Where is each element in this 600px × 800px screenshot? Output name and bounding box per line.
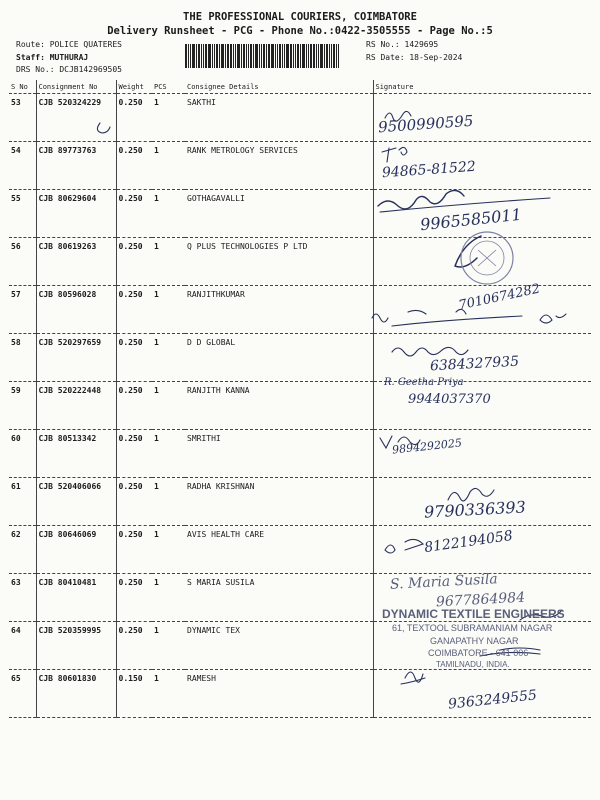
row-weight: 0.250 xyxy=(116,574,152,622)
row-consignee: DYNAMIC TEX xyxy=(185,622,373,670)
row-pcs: 1 xyxy=(152,334,185,382)
barcode-bar xyxy=(297,44,299,68)
row-sno: 56 xyxy=(9,238,36,286)
barcode-bar xyxy=(192,44,195,68)
row-consignment-no: CJB 80513342 xyxy=(36,430,116,478)
barcode-bar xyxy=(300,44,301,68)
handwritten-54: 94865-81522 xyxy=(381,158,477,182)
barcode-bar xyxy=(329,44,330,68)
row-consignment-no: CJB 80619263 xyxy=(36,238,116,286)
row-pcs: 1 xyxy=(152,286,185,334)
barcode-bar xyxy=(284,44,285,68)
rs-date: RS Date: 18-Sep-2024 xyxy=(366,53,463,62)
table-header-row xyxy=(9,80,591,94)
row-weight: 0.250 xyxy=(116,478,152,526)
handwritten-53: 9500990595 xyxy=(377,111,474,137)
row-consignment-no: CJB 80410481 xyxy=(36,574,116,622)
barcode-bar xyxy=(261,44,262,68)
row-consignee: D D GLOBAL xyxy=(185,334,373,382)
barcode xyxy=(185,44,357,68)
barcode-bar xyxy=(338,44,339,68)
barcode-bar xyxy=(203,44,204,68)
route-label: Route: POLICE QUATERES xyxy=(16,40,122,49)
row-weight: 0.250 xyxy=(116,238,152,286)
row-sno: 65 xyxy=(9,670,36,718)
barcode-bar xyxy=(185,44,187,68)
handwritten-58: 6384327935 xyxy=(429,353,520,375)
barcode-bar xyxy=(219,44,220,68)
row-consignee: S MARIA SUSILA xyxy=(185,574,373,622)
barcode-bar xyxy=(286,44,289,68)
row-sno: 59 xyxy=(9,382,36,430)
row-consignment-no: CJB 520324229 xyxy=(36,94,116,142)
row-sno: 55 xyxy=(9,190,36,238)
row-consignment-no: CJB 80601830 xyxy=(36,670,116,718)
row-pcs: 1 xyxy=(152,142,185,190)
handwritten-65: 9363249555 xyxy=(447,687,538,713)
barcode-bar xyxy=(336,44,337,68)
barcode-bar xyxy=(225,44,226,68)
row-consignee: RANK METROLOGY SERVICES xyxy=(185,142,373,190)
handwritten-63-name: S. Maria Susila xyxy=(389,571,499,593)
barcode-bar xyxy=(326,44,328,68)
row-consignee: RAMESH xyxy=(185,670,373,718)
barcode-bar xyxy=(324,44,325,68)
table-row xyxy=(9,142,591,190)
barcode-bar xyxy=(205,44,207,68)
row-consignment-no: CJB 520222448 xyxy=(36,382,116,430)
barcode-bar xyxy=(320,44,323,68)
stamp-line-3: GANAPATHY NAGAR xyxy=(430,636,519,646)
row-pcs: 1 xyxy=(152,238,185,286)
barcode-bar xyxy=(190,44,191,68)
barcode-bar xyxy=(233,44,234,68)
row-consignment-no: CJB 89773763 xyxy=(36,142,116,190)
barcode-bar xyxy=(241,44,242,68)
handwritten-60: 9894292025 xyxy=(391,436,463,457)
barcode-bar xyxy=(302,44,305,68)
company-title: THE PROFESSIONAL COURIERS, COIMBATORE xyxy=(183,11,417,23)
row-sno: 61 xyxy=(9,478,36,526)
row-consignee: GOTHAGAVALLI xyxy=(185,190,373,238)
barcode-bar xyxy=(310,44,312,68)
table-row xyxy=(9,238,591,286)
col-weight: Weight xyxy=(116,80,152,94)
row-sno: 64 xyxy=(9,622,36,670)
col-sno: S No xyxy=(9,80,36,94)
rs-number: RS No.: 1429695 xyxy=(366,40,439,49)
row-pcs: 1 xyxy=(152,670,185,718)
handwritten-62: 8122194058 xyxy=(423,527,514,557)
barcode-bar xyxy=(221,44,224,68)
row-consignee: RANJITH KANNA xyxy=(185,382,373,430)
row-weight: 0.150 xyxy=(116,670,152,718)
row-consignment-no: CJB 520406066 xyxy=(36,478,116,526)
row-consignment-no: CJB 80629604 xyxy=(36,190,116,238)
barcode-bar xyxy=(306,44,307,68)
table-row xyxy=(9,382,591,430)
row-weight: 0.250 xyxy=(116,382,152,430)
row-sno: 57 xyxy=(9,286,36,334)
row-weight: 0.250 xyxy=(116,94,152,142)
barcode-bar xyxy=(253,44,254,68)
row-pcs: 1 xyxy=(152,430,185,478)
barcode-bar xyxy=(316,44,317,68)
barcode-bar xyxy=(333,44,335,68)
barcode-bar xyxy=(216,44,218,68)
row-pcs: 1 xyxy=(152,622,185,670)
barcode-bar xyxy=(331,44,332,68)
barcode-bar xyxy=(271,44,274,68)
row-sno: 58 xyxy=(9,334,36,382)
barcode-bar xyxy=(282,44,283,68)
row-weight: 0.250 xyxy=(116,526,152,574)
row-sno: 62 xyxy=(9,526,36,574)
barcode-bar xyxy=(259,44,260,68)
barcode-bar xyxy=(275,44,276,68)
barcode-bar xyxy=(295,44,296,68)
row-consignee: AVIS HEALTH CARE xyxy=(185,526,373,574)
row-pcs: 1 xyxy=(152,382,185,430)
row-weight: 0.250 xyxy=(116,190,152,238)
barcode-bar xyxy=(198,44,200,68)
row-pcs: 1 xyxy=(152,94,185,142)
col-consignee: Consignee Details xyxy=(185,80,373,94)
barcode-bar xyxy=(268,44,270,68)
barcode-bar xyxy=(279,44,281,68)
runsheet-title: Delivery Runsheet - PCG - Phone No.:0422-3505555 - Page No.:5 xyxy=(107,25,493,37)
row-sno: 60 xyxy=(9,430,36,478)
handwritten-57: 7010674282 xyxy=(457,281,542,314)
row-sno: 54 xyxy=(9,142,36,190)
barcode-bar xyxy=(255,44,258,68)
row-pcs: 1 xyxy=(152,478,185,526)
row-weight: 0.250 xyxy=(116,286,152,334)
handwritten-55: 9965585011 xyxy=(419,204,523,235)
col-consignment: Consignment No xyxy=(36,80,116,94)
row-consignment-no: CJB 80596028 xyxy=(36,286,116,334)
handwritten-61: 9790336393 xyxy=(423,497,527,522)
handwritten-63-phone: 9677864984 xyxy=(435,589,526,611)
barcode-bar xyxy=(212,44,213,68)
row-pcs: 1 xyxy=(152,574,185,622)
row-weight: 0.250 xyxy=(116,622,152,670)
row-sno: 63 xyxy=(9,574,36,622)
barcode-bar xyxy=(318,44,319,68)
barcode-bar xyxy=(196,44,197,68)
barcode-bar xyxy=(208,44,211,68)
row-consignee: RADHA KRISHNAN xyxy=(185,478,373,526)
handwritten-59: 9944037370 xyxy=(408,392,491,407)
row-consignee: SMRITHI xyxy=(185,430,373,478)
row-weight: 0.250 xyxy=(116,142,152,190)
barcode-bar xyxy=(188,44,189,68)
barcode-bar xyxy=(227,44,229,68)
row-pcs: 1 xyxy=(152,526,185,574)
barcode-bar xyxy=(214,44,215,68)
barcode-bar xyxy=(313,44,315,68)
barcode-bar xyxy=(263,44,265,68)
table-row xyxy=(9,94,591,142)
barcode-bar xyxy=(246,44,247,68)
barcode-bar xyxy=(266,44,267,68)
barcode-bar xyxy=(235,44,236,68)
row-consignment-no: CJB 520297659 xyxy=(36,334,116,382)
barcode-bar xyxy=(243,44,245,68)
row-consignment-no: CJB 80646069 xyxy=(36,526,116,574)
stamp-line-1: DYNAMIC TEXTILE ENGINEERS xyxy=(382,607,565,621)
barcode-bar xyxy=(277,44,278,68)
row-consignment-no: CJB 520359995 xyxy=(36,622,116,670)
row-weight: 0.250 xyxy=(116,430,152,478)
row-consignee: SAKTHI xyxy=(185,94,373,142)
barcode-bar xyxy=(248,44,249,68)
handwritten-59-name: R. Geetha Priya xyxy=(384,377,464,388)
stamp-line-2: 61, TEXTOOL SUBRAMANIAM NAGAR xyxy=(392,623,553,633)
row-consignee: Q PLUS TECHNOLOGIES P LTD xyxy=(185,238,373,286)
row-weight: 0.250 xyxy=(116,334,152,382)
barcode-bar xyxy=(293,44,294,68)
barcode-bar xyxy=(237,44,240,68)
barcode-bar xyxy=(230,44,232,68)
barcode-bar xyxy=(250,44,252,68)
row-pcs: 1 xyxy=(152,190,185,238)
drs-label: DRS No.: DCJB142969505 xyxy=(16,65,122,74)
barcode-bar xyxy=(201,44,202,68)
col-pcs: PCS xyxy=(152,80,185,94)
staff-label: Staff: MUTHURAJ xyxy=(16,53,89,62)
stamp-line-4: COIMBATORE - 641 006 xyxy=(428,648,529,658)
row-consignee: RANJITHKUMAR xyxy=(185,286,373,334)
row-sno: 53 xyxy=(9,94,36,142)
row-signature-cell xyxy=(373,238,591,286)
table-row xyxy=(9,430,591,478)
col-signature: Signature xyxy=(373,80,591,94)
barcode-bar xyxy=(308,44,309,68)
barcode-bar xyxy=(290,44,292,68)
stamp-line-5: TAMILNADU, INDIA. xyxy=(436,660,510,669)
